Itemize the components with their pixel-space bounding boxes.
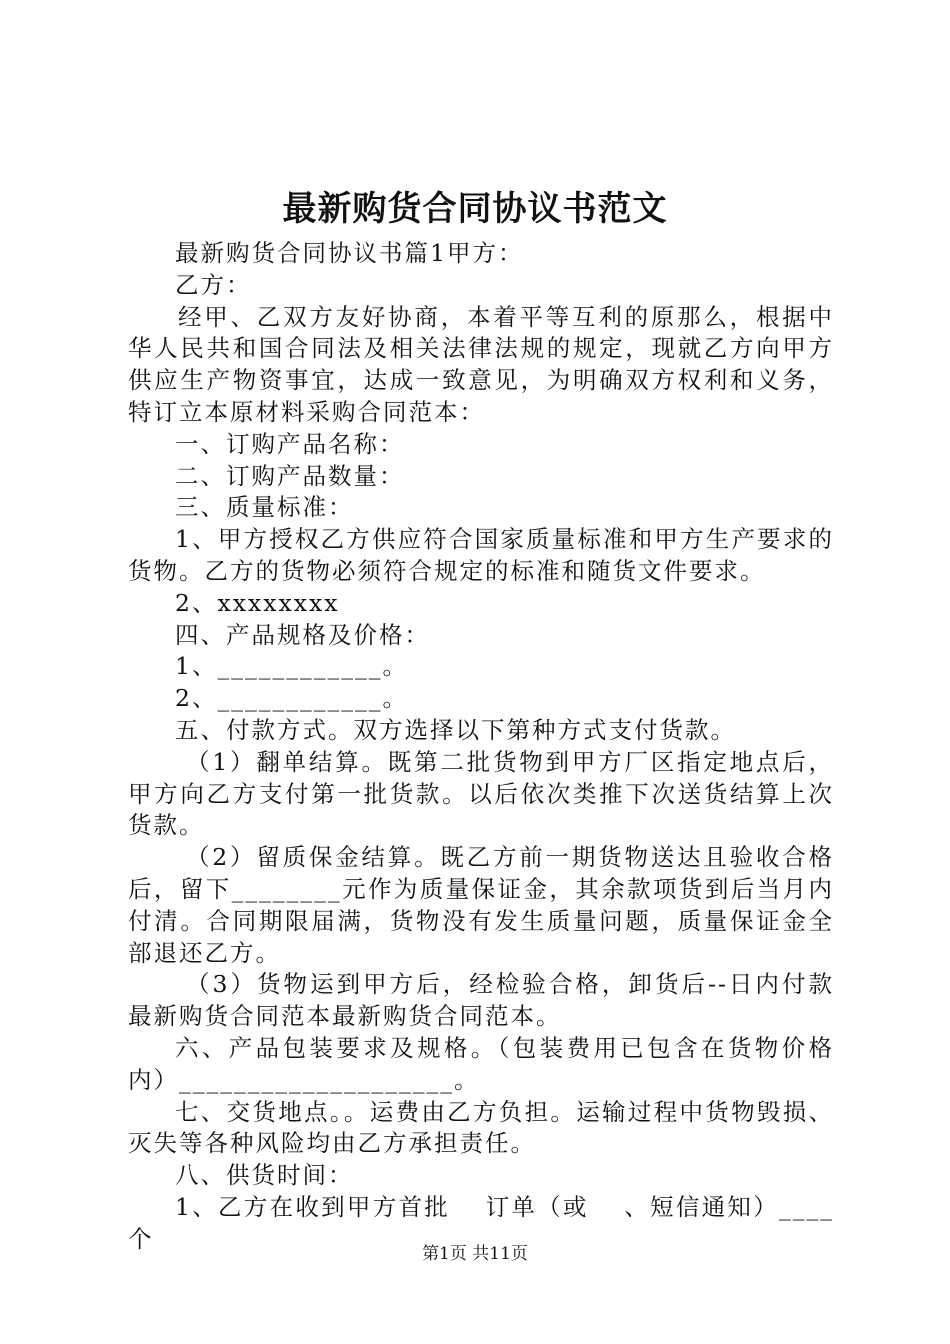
paragraph-payment-option-3: （3）货物运到甲方后，经检验合格，卸货后--日内付款最新购货合同范本最新购货合同范本。 bbox=[128, 970, 834, 1031]
paragraph-party-b: 乙方： bbox=[175, 270, 252, 299]
paragraph-payment-option-2: （2）留质保金结算。既乙方前一期货物送达且验收合格后，留下________元作为质量保证金，其余款项货到后当月内付清。合同期限届满，货物没有发生质量问题，质量保证金全部退还乙方。 bbox=[128, 843, 834, 967]
paragraph-supply-time: 八、供货时间： bbox=[175, 1161, 354, 1190]
paragraph-payment-option-1: （1）翻单结算。既第二批货物到甲方厂区指定地点后，甲方向乙方支付第一批货款。以后依次类推下次送货结算上次货款。 bbox=[128, 747, 834, 840]
document-title: 最新购货合同协议书范文 bbox=[282, 189, 668, 229]
page-footer: 第1页 共11页 bbox=[422, 1244, 528, 1264]
paragraph-quality-item-2: 2、xxxxxxxx bbox=[175, 588, 340, 617]
paragraph-preamble: 经甲、乙双方友好协商，本着平等互利的原那么，根据中华人民共和国合同法及相关法律法规的规定，现就乙方向甲方供应生产物资事宜，达成一致意见，为明确双方权利和义务，特订立本原材料采购合同范本： bbox=[128, 302, 834, 426]
paragraph-supply-time-item-1: 1、乙方在收到甲方首批 订单（或 、短信通知）____个 bbox=[128, 1192, 834, 1253]
paragraph-packaging: 六、产品包装要求及规格。（包装费用已包含在货物价格内）____________________。 bbox=[128, 1033, 834, 1094]
paragraph-product-name: 一、订购产品名称： bbox=[175, 429, 405, 458]
document-body bbox=[128, 238, 834, 1256]
paragraph-spec-item-1: 1、____________。 bbox=[175, 652, 408, 681]
paragraph-quality-standard: 三、质量标准： bbox=[175, 493, 354, 522]
paragraph-quality-item-1: 1、甲方授权乙方供应符合国家质量标准和甲方生产要求的货物。乙方的货物必须符合规定的标准和随货文件要求。 bbox=[128, 525, 834, 585]
paragraph-payment-method: 五、付款方式。双方选择以下第种方式支付货款。 bbox=[175, 715, 736, 744]
paragraph-delivery-location: 七、交货地点。。运费由乙方负担。运输过程中货物毁损、灭失等各种风险均由乙方承担责任。 bbox=[128, 1097, 834, 1158]
paragraph-spec-price: 四、产品规格及价格： bbox=[175, 620, 430, 649]
paragraph-party-a: 最新购货合同协议书篇1甲方： bbox=[175, 239, 524, 267]
paragraph-spec-item-2: 2、____________。 bbox=[175, 684, 408, 713]
paragraph-product-quantity: 二、订购产品数量： bbox=[175, 461, 405, 490]
